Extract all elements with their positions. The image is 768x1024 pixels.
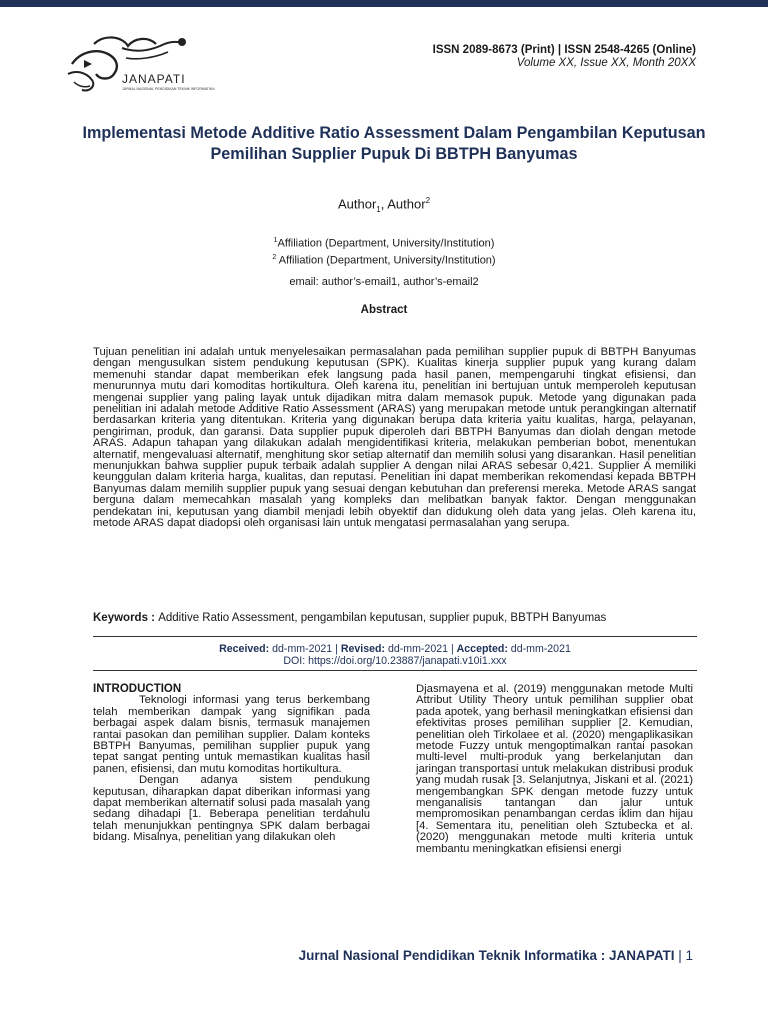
- received-label: Received:: [219, 643, 270, 655]
- doi-line[interactable]: DOI: https://doi.org/10.23887/janapati.v10i1.xxx: [283, 655, 507, 667]
- keywords-text: Additive Ratio Assessment, pengambilan keputusan, supplier pupuk, BBTPH Banyumas: [158, 612, 607, 624]
- dragon-emblem-icon: [64, 30, 194, 106]
- keywords-label: Keywords :: [93, 612, 159, 624]
- intro-paragraph-3: Djasmayena et al. (2019) menggunakan metode Multi Attribut Utility Theory untuk pemilihan supplier obat pada apotek, yang berhasil meningkatkan efisiensi dan efektivitas proses pemilihan supplier [2. Kemudian, penelitian oleh Tirkolaee et al. (2020) mengaplikasikan metode Fuzzy untuk mengoptimalkan rantai pasokan multi-level multi-produk yang berkelanjutan dan jaringan transportasi untuk melakukan distribusi produk yang mudah rusak [3. Selanjutnya, Jiskani et al. (2021) mengembangkan SPK dengan metode fuzzy untuk menganalisis tantangan dan jalur untuk mempromosikan penambangan cerdas iklim dan hijau [4. Sementara itu, penelitian oleh Sztubecka et al. (2020) menggunakan metode multi kriteria untuk membantu meningkatkan efisiensi energi: [416, 683, 693, 855]
- affiliations: [0, 234, 768, 267]
- affiliation-1: [0, 234, 768, 251]
- author-1-mark: 1: [376, 204, 381, 214]
- dates-line: [0, 643, 768, 655]
- accepted-date: dd-mm-2021: [507, 643, 571, 655]
- divider-top: [93, 636, 697, 637]
- author-line: [0, 196, 768, 214]
- page-number: 1: [685, 948, 693, 963]
- intro-paragraph-2: Dengan adanya sistem pendukung keputusan, diharapkan dapat diberikan informasi yang dapat memberikan alternatif solusi pada masalah yang sedang dihadapi [1. Beberapa penelitian terdahulu telah menunjukkan pentingnya SPK dalam berbagai bidang. Misalnya, penelitian yang dilakukan oleh: [93, 774, 370, 844]
- introduction-heading: INTRODUCTION: [93, 683, 182, 695]
- revised-label: Revised:: [340, 643, 385, 655]
- affiliation-1-text: Affiliation (Department, University/Institution): [277, 237, 495, 250]
- footer-separator: |: [674, 948, 686, 963]
- page-footer: [299, 948, 693, 963]
- issn-block: [433, 44, 696, 70]
- body-column-right: [416, 684, 693, 855]
- abstract-text: Tujuan penelitian ini adalah untuk menyelesaikan permasalahan pada pemilihan supplier pupuk di BBTPH Banyumas dengan mengusulkan sistem pendukung keputusan (SPK). Kualitas kinerja supplier pupuk yang kurang dalam memenuhi standar dapat memberikan efek langsung pada hasil panen, mempengaruhi tingkat efisiensi, dan menurunnya mutu dari komoditas hortikultura. Oleh karena itu, penelitian ini bertujuan untuk memperoleh keputusan mengenai supplier yang paling layak untuk dijadikan mitra dalam memasok pupuk. Metode yang digunakan pada penelitian ini adalah metode Additive Ratio Assessment (ARAS) yang merupakan metode untuk perangkingan alternatif berdasarkan kriteria yang ditentukan. Kriteria yang digunakan berupa data kriteria yaitu kualitas, harga, pelayanan, pengiriman, produk, dan garansi. Data supplier pupuk diperoleh dari BBTPH Banyumas dan diolah dengan metode ARAS. Adapun tahapan yang dilakukan adalah mengidentifikasi kriteria, melakukan pemberian bobot, menentukan alternatif, mengevaluasi alternatif, menghitung skor setiap alternatif dan memilih solusi yang disarankan. Hasil penelitian menunjukkan bahwa supplier pupuk terbaik adalah supplier A dengan nilai ARAS sebesar 0,421. Supplier A memiliki keunggulan dalam kriteria harga, kualitas, dan reputasi. Penelitian ini dapat memberikan rekomendasi kepada BBTPH Banyumas dalam memilih supplier pupuk yang sesuai dengan kebutuhan dan preferensi mereka. Metode ARAS sangat berguna dalam memecahkan masalah yang kompleks dan melibatkan banyak faktor. Dengan menggunakan pendekatan ini, keputusan yang diambil menjadi lebih obyektif dan didukung oleh data yang jelas. Oleh karena itu, metode ARAS dapat diadopsi oleh organisasi lain untuk mengatasi permasalahan yang serupa.: [93, 346, 696, 530]
- divider-bottom: [93, 670, 697, 671]
- issn-line: ISSN 2089-8673 (Print) | ISSN 2548-4265 (Online): [432, 44, 696, 56]
- affiliation-2-mark: 2: [272, 253, 277, 261]
- received-date: dd-mm-2021 |: [269, 643, 341, 655]
- journal-logo: [64, 30, 215, 106]
- author-2-mark: 2: [425, 196, 431, 205]
- body-column-left: [93, 684, 370, 844]
- logo-subtitle: JURNAL NASIONAL PENDIDIKAN TEKNIK INFORMATIKA: [122, 87, 215, 91]
- footer-journal-name: Jurnal Nasional Pendidikan Teknik Informatika : JANAPATI: [298, 948, 675, 963]
- author-1: Author: [337, 196, 377, 212]
- volume-line: Volume XX, Issue XX, Month 20XX: [516, 57, 696, 69]
- accepted-label: Accepted:: [456, 643, 508, 655]
- affiliation-2: [0, 251, 768, 268]
- publication-dates: [0, 643, 768, 667]
- revised-date: dd-mm-2021 |: [385, 643, 457, 655]
- affiliation-2-text: Affiliation (Department, University/Institution): [276, 254, 496, 267]
- abstract-heading: Abstract: [360, 304, 408, 316]
- author-2: , Author: [380, 196, 426, 212]
- logo-wordmark: JANAPATI: [122, 72, 186, 86]
- affiliation-1-mark: 1: [273, 237, 278, 244]
- paper-title: Implementasi Metode Additive Ratio Assessment Dalam Pengambilan Keputusan Pemilihan Supplier Pupuk Di BBTPH Banyumas: [82, 124, 706, 163]
- intro-paragraph-1: Teknologi informasi yang terus berkembang telah memberikan dampak yang signifikan pada berbagai aspek dalam bisnis, termasuk manajemen rantai pasokan dan pemilihan supplier. Dalam konteks BBTPH Banyumas, pemilihan supplier pupuk yang tepat sangat penting untuk memastikan kualitas hasil panen, efisiensi, dan mutu komoditas hortikultura.: [93, 694, 370, 775]
- email-line: email: author’s-email1, author’s-email2: [289, 276, 479, 288]
- keywords-line: [93, 612, 703, 624]
- top-accent-bar: [0, 0, 768, 7]
